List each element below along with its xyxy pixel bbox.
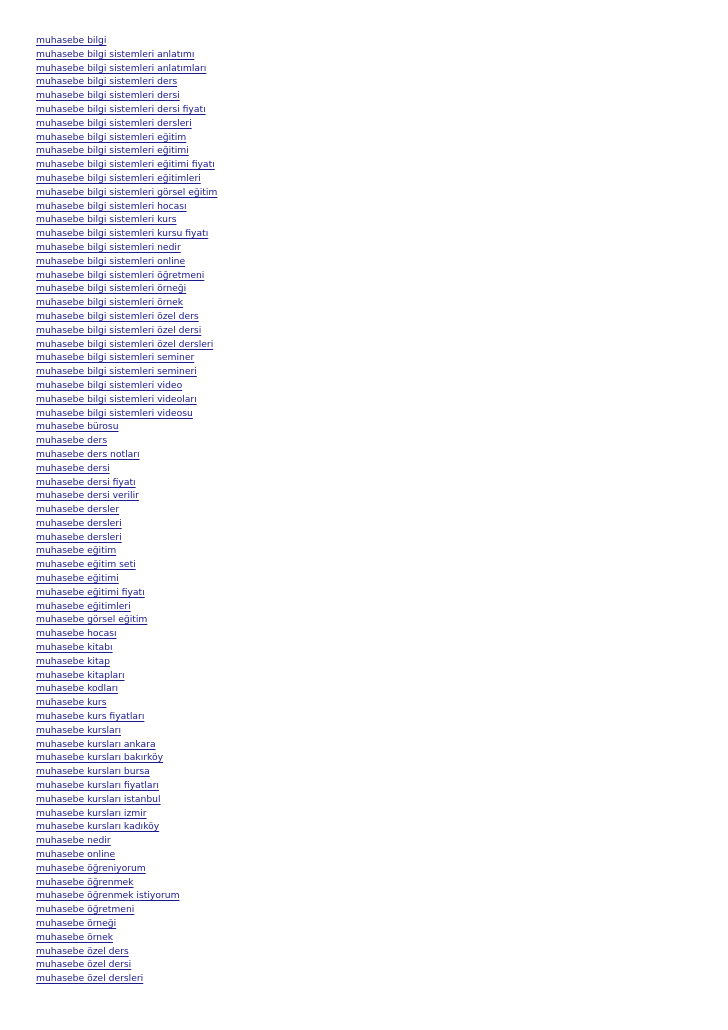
list-item (36, 708, 217, 722)
list-item (36, 87, 217, 101)
keyword-link[interactable]: muhasebe bilgi sistemleri dersi fiyatı (36, 103, 206, 115)
list-item (36, 60, 217, 74)
list-item (36, 763, 217, 777)
keyword-link[interactable]: muhasebe bilgi sistemleri görsel eğitim (36, 186, 218, 198)
list-item (36, 956, 217, 970)
keyword-link[interactable]: muhasebe ders (36, 435, 108, 447)
list-item (36, 598, 217, 612)
keyword-link[interactable]: muhasebe kursları bakırköy (36, 752, 164, 764)
list-item (36, 142, 217, 156)
keyword-link[interactable]: muhasebe özel dersleri (36, 973, 144, 985)
list-item (36, 46, 217, 60)
list-item (36, 749, 217, 763)
keyword-link[interactable]: muhasebe bilgi sistemleri eğitimi fiyatı (36, 159, 215, 171)
keyword-link[interactable]: muhasebe görsel eğitim (36, 614, 148, 626)
keyword-link[interactable]: muhasebe bilgi sistemleri örnek (36, 297, 184, 309)
list-item (36, 722, 217, 736)
list-item (36, 570, 217, 584)
keyword-link[interactable]: muhasebe özel dersi (36, 959, 132, 971)
keyword-link[interactable]: muhasebe kodları (36, 683, 119, 695)
keyword-link[interactable]: muhasebe eğitimi (36, 573, 119, 585)
keyword-link[interactable]: muhasebe bilgi sistemleri anlatımı (36, 48, 195, 60)
list-item (36, 487, 217, 501)
keyword-link[interactable]: muhasebe bilgi sistemleri videoları (36, 393, 197, 405)
keyword-link[interactable]: muhasebe kursları izmir (36, 807, 147, 819)
list-item (36, 253, 217, 267)
list-item (36, 584, 217, 598)
keyword-link[interactable]: muhasebe eğitim (36, 545, 117, 557)
list-item (36, 943, 217, 957)
keyword-link[interactable]: muhasebe ders notları (36, 448, 140, 460)
keyword-link[interactable]: muhasebe kursları kadıköy (36, 821, 160, 833)
keyword-link[interactable]: muhasebe bilgi sistemleri nedir (36, 241, 181, 253)
keyword-link[interactable]: muhasebe kitapları (36, 669, 125, 681)
keyword-link[interactable]: muhasebe bilgi sistemleri kurs (36, 214, 177, 226)
keyword-link[interactable]: muhasebe kursları fiyatları (36, 780, 159, 792)
list-item (36, 777, 217, 791)
keyword-link[interactable]: muhasebe online (36, 849, 116, 861)
list-item (36, 556, 217, 570)
list-item (36, 846, 217, 860)
list-item (36, 198, 217, 212)
keyword-link[interactable]: muhasebe kursları bursa (36, 766, 150, 778)
keyword-link[interactable]: muhasebe bilgi sistemleri eğitimi (36, 145, 189, 157)
list-item (36, 446, 217, 460)
list-item (36, 805, 217, 819)
list-item (36, 156, 217, 170)
list-item (36, 349, 217, 363)
keyword-link[interactable]: muhasebe bilgi sistemleri videosu (36, 407, 193, 419)
list-item (36, 211, 217, 225)
list-item (36, 225, 217, 239)
list-item (36, 887, 217, 901)
keyword-link[interactable]: muhasebe dersler (36, 504, 120, 516)
list-item (36, 239, 217, 253)
keyword-link[interactable]: muhasebe bilgi sistemleri ders (36, 76, 178, 88)
keyword-link[interactable]: muhasebe özel ders (36, 945, 129, 957)
keyword-link[interactable]: muhasebe dersi verilir (36, 490, 139, 502)
list-item (36, 625, 217, 639)
list-item (36, 694, 217, 708)
keyword-link[interactable]: muhasebe hocası (36, 628, 117, 640)
keyword-link[interactable]: muhasebe bilgi sistemleri online (36, 255, 186, 267)
keyword-link[interactable]: muhasebe bilgi (36, 35, 107, 46)
list-item (36, 460, 217, 474)
list-item (36, 115, 217, 129)
keyword-link[interactable]: muhasebe kursları (36, 724, 122, 736)
keyword-link[interactable]: muhasebe örneği (36, 918, 117, 929)
list-item (36, 418, 217, 432)
list-item (36, 611, 217, 625)
keyword-link[interactable]: muhasebe dersleri (36, 517, 122, 529)
keyword-link[interactable]: muhasebe dersleri (36, 531, 122, 543)
keyword-link[interactable]: muhasebe bilgi sistemleri hocası (36, 200, 187, 212)
list-item (36, 129, 217, 143)
list-item (36, 280, 217, 294)
keyword-link[interactable]: muhasebe dersi (36, 462, 110, 474)
keyword-link[interactable]: muhasebe öğrenmek istiyorum (36, 890, 180, 902)
list-item (36, 791, 217, 805)
keyword-link-list (36, 32, 217, 984)
keyword-link[interactable]: muhasebe kursları istanbul (36, 793, 161, 805)
keyword-link[interactable]: muhasebe öğrenmek (36, 876, 134, 888)
keyword-link[interactable]: muhasebe bilgi sistemleri örneği (36, 283, 187, 295)
keyword-link[interactable]: muhasebe bilgi sistemleri video (36, 379, 183, 391)
list-item (36, 336, 217, 350)
keyword-link[interactable]: muhasebe bilgi sistemleri kursu fiyatı (36, 228, 209, 240)
list-item (36, 639, 217, 653)
list-item (36, 322, 217, 336)
list-item (36, 432, 217, 446)
list-item (36, 73, 217, 87)
keyword-link[interactable]: muhasebe kursları ankara (36, 738, 156, 750)
list-item (36, 915, 217, 929)
list-item (36, 32, 217, 46)
list-item (36, 529, 217, 543)
list-item (36, 874, 217, 888)
list-item (36, 294, 217, 308)
keyword-link[interactable]: muhasebe bilgi sistemleri özel ders (36, 310, 199, 322)
keyword-link[interactable]: muhasebe eğitimleri (36, 600, 131, 612)
keyword-link[interactable]: muhasebe eğitim seti (36, 559, 136, 571)
list-item (36, 929, 217, 943)
list-item (36, 308, 217, 322)
keyword-link[interactable]: muhasebe örnek (36, 931, 114, 943)
keyword-link[interactable]: muhasebe öğreniyorum (36, 862, 146, 874)
list-item (36, 267, 217, 281)
list-item (36, 667, 217, 681)
list-item (36, 970, 217, 984)
keyword-link[interactable]: muhasebe öğretmeni (36, 904, 135, 916)
list-item (36, 515, 217, 529)
keyword-link[interactable]: muhasebe kurs (36, 697, 107, 709)
keyword-link[interactable]: muhasebe bilgi sistemleri eğitimleri (36, 172, 201, 184)
list-item (36, 377, 217, 391)
keyword-link[interactable]: muhasebe kitabı (36, 642, 113, 654)
keyword-link[interactable]: muhasebe bilgi sistemleri öğretmeni (36, 269, 205, 281)
list-item (36, 170, 217, 184)
list-item (36, 736, 217, 750)
list-item (36, 901, 217, 915)
keyword-link[interactable]: muhasebe eğitimi fiyatı (36, 586, 145, 598)
list-item (36, 501, 217, 515)
keyword-link[interactable]: muhasebe bilgi sistemleri seminer (36, 352, 195, 364)
list-item (36, 680, 217, 694)
list-item (36, 363, 217, 377)
list-item (36, 391, 217, 405)
keyword-link[interactable]: muhasebe bilgi sistemleri dersleri (36, 117, 192, 129)
list-item (36, 653, 217, 667)
keyword-link[interactable]: muhasebe kitap (36, 655, 111, 667)
keyword-link[interactable]: muhasebe bilgi sistemleri özel dersi (36, 324, 202, 336)
keyword-link[interactable]: muhasebe bilgi sistemleri özel dersleri (36, 338, 214, 350)
list-item (36, 860, 217, 874)
keyword-link[interactable]: muhasebe bürosu (36, 421, 119, 433)
keyword-link[interactable]: muhasebe bilgi sistemleri eğitim (36, 131, 187, 143)
list-item (36, 474, 217, 488)
list-item (36, 405, 217, 419)
list-item (36, 101, 217, 115)
list-item (36, 184, 217, 198)
list-item (36, 818, 217, 832)
keyword-link[interactable]: muhasebe kurs fiyatları (36, 711, 145, 723)
keyword-link[interactable]: muhasebe nedir (36, 835, 111, 847)
keyword-link[interactable]: muhasebe dersi fiyatı (36, 476, 136, 488)
keyword-link[interactable]: muhasebe bilgi sistemleri anlatımları (36, 62, 207, 74)
list-item (36, 832, 217, 846)
keyword-link[interactable]: muhasebe bilgi sistemleri semineri (36, 366, 197, 378)
list-item (36, 542, 217, 556)
keyword-link[interactable]: muhasebe bilgi sistemleri dersi (36, 90, 180, 102)
